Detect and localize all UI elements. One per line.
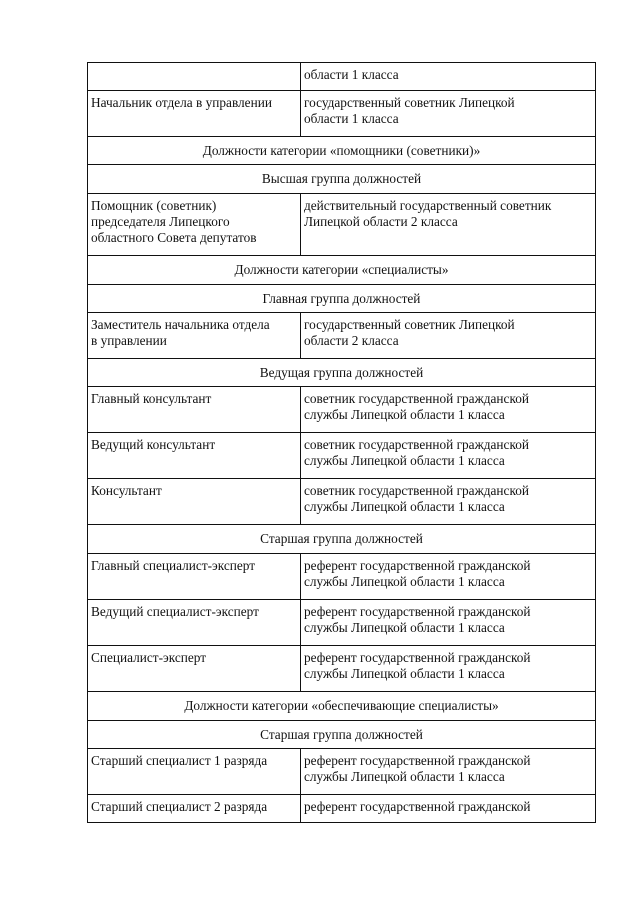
rank-cell: советник государственной гражданской службы Липецкой области 1 класса (301, 387, 596, 433)
rank-cell: государственный советник Липецкой области 2 класса (301, 313, 596, 359)
position-cell: Ведущий консультант (88, 433, 301, 479)
position-cell: Старший специалист 1 разряда (88, 749, 301, 795)
rank-cell: референт государственной гражданской (301, 795, 596, 823)
ranks-table (87, 62, 596, 823)
table-row (88, 313, 596, 359)
table-row (88, 795, 596, 823)
section-header-row (88, 137, 596, 165)
section-header-row (88, 256, 596, 285)
position-cell: Специалист-эксперт (88, 646, 301, 692)
table-row (88, 91, 596, 137)
rank-cell: действительный государственный советник Липецкой области 2 класса (301, 194, 596, 256)
position-cell: Начальник отдела в управлении (88, 91, 301, 137)
position-cell: Помощник (советник) председателя Липецкого областного Совета депутатов (88, 194, 301, 256)
group-header: Главная группа должностей (88, 285, 596, 313)
table-row (88, 479, 596, 525)
section-header-row (88, 165, 596, 194)
rank-cell: советник государственной гражданской службы Липецкой области 1 класса (301, 433, 596, 479)
section-header-row (88, 285, 596, 313)
table-row (88, 433, 596, 479)
table-row (88, 749, 596, 795)
table-row (88, 387, 596, 433)
table-row (88, 646, 596, 692)
rank-cell: референт государственной гражданской службы Липецкой области 1 класса (301, 749, 596, 795)
position-cell: Главный консультант (88, 387, 301, 433)
group-header: Высшая группа должностей (88, 165, 596, 194)
rank-cell: референт государственной гражданской службы Липецкой области 1 класса (301, 554, 596, 600)
position-cell (88, 63, 301, 91)
category-header: Должности категории «помощники (советники)» (88, 137, 596, 165)
table-row (88, 194, 596, 256)
position-cell: Главный специалист-эксперт (88, 554, 301, 600)
group-header: Ведущая группа должностей (88, 359, 596, 387)
group-header: Старшая группа должностей (88, 525, 596, 554)
rank-cell: области 1 класса (301, 63, 596, 91)
category-header: Должности категории «специалисты» (88, 256, 596, 285)
section-header-row (88, 525, 596, 554)
rank-cell: государственный советник Липецкой области 1 класса (301, 91, 596, 137)
position-cell: Заместитель начальника отдела в управлении (88, 313, 301, 359)
table-row (88, 600, 596, 646)
position-cell: Консультант (88, 479, 301, 525)
position-cell: Старший специалист 2 разряда (88, 795, 301, 823)
position-cell: Ведущий специалист-эксперт (88, 600, 301, 646)
table-row (88, 554, 596, 600)
rank-cell: советник государственной гражданской службы Липецкой области 1 класса (301, 479, 596, 525)
rank-cell: референт государственной гражданской службы Липецкой области 1 класса (301, 646, 596, 692)
category-header: Должности категории «обеспечивающие специалисты» (88, 692, 596, 721)
table-row (88, 63, 596, 91)
section-header-row (88, 692, 596, 721)
section-header-row (88, 359, 596, 387)
section-header-row (88, 721, 596, 749)
group-header: Старшая группа должностей (88, 721, 596, 749)
rank-cell: референт государственной гражданской службы Липецкой области 1 класса (301, 600, 596, 646)
